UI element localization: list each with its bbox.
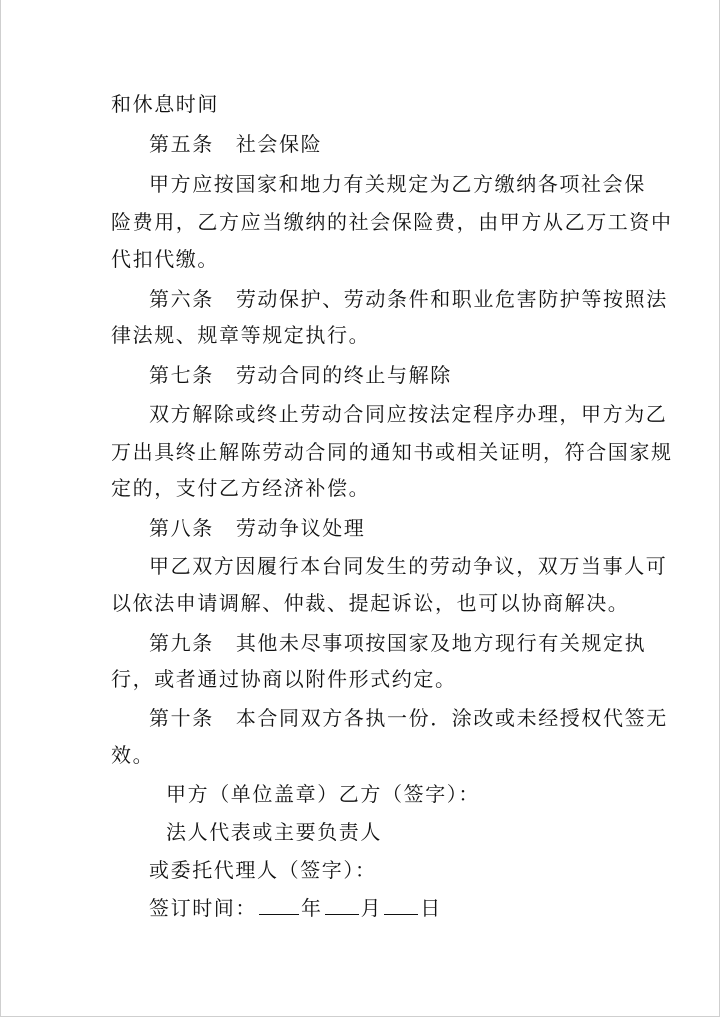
article-heading: 第六条 劳动保护、劳动条件和职业危害防护等按照法: [149, 287, 668, 311]
article-heading: 第五条 社会保险: [149, 132, 323, 156]
text-line: 甲乙双方因履行本台同发生的劳动争议，双万当事人可: [149, 554, 668, 578]
day-blank: [384, 896, 418, 915]
text-line: 甲方应按国家和地力有关规定为乙方缴纳各项社会保: [149, 172, 646, 196]
text-line: 以依法申请调解、仲裁、提起诉讼，也可以协商解决。: [111, 591, 630, 615]
article-heading: 第九条 其他未尽事项按国家及地方现行有关规定执: [149, 631, 647, 655]
text-line: 律法规、规章等规定执行。: [111, 323, 371, 347]
signature-parties: 甲方（单位盖章）乙方（签字）：: [166, 782, 480, 806]
year-blank: [259, 896, 299, 915]
text-line: 定的，支付乙方经济补偿。: [111, 476, 371, 500]
text-line: 双方解除或终止劳动合同应按法定程序办理，甲方为乙: [149, 402, 668, 426]
legal-representative-line: 法人代表或主要负责人: [166, 820, 382, 844]
text-line: 和休息时间: [111, 92, 219, 116]
month-blank: [325, 896, 359, 915]
article-heading: 第十条 本合同双方各执一份．涂改或未经授权代签无: [149, 706, 668, 730]
signing-date-line: 签订时间： 年 月 日: [149, 896, 442, 920]
text-line: 险费用，乙方应当缴纳的社会保险费，由甲方从乙万工资中: [111, 210, 673, 234]
agent-signature-line: 或委托代理人（签字）：: [149, 858, 377, 882]
article-heading: 第八条 劳动争议处理: [149, 516, 366, 540]
text-line: 代扣代缴。: [111, 247, 219, 271]
article-heading: 第七条 劳动合同的终止与解除: [149, 363, 452, 387]
text-line: 万出具终止解陈劳动合同的通知书或相关证明，符合国家规: [111, 440, 673, 464]
text-line: 效。: [111, 743, 155, 767]
text-line: 行，或者通过协商以附件形式约定。: [111, 667, 457, 691]
